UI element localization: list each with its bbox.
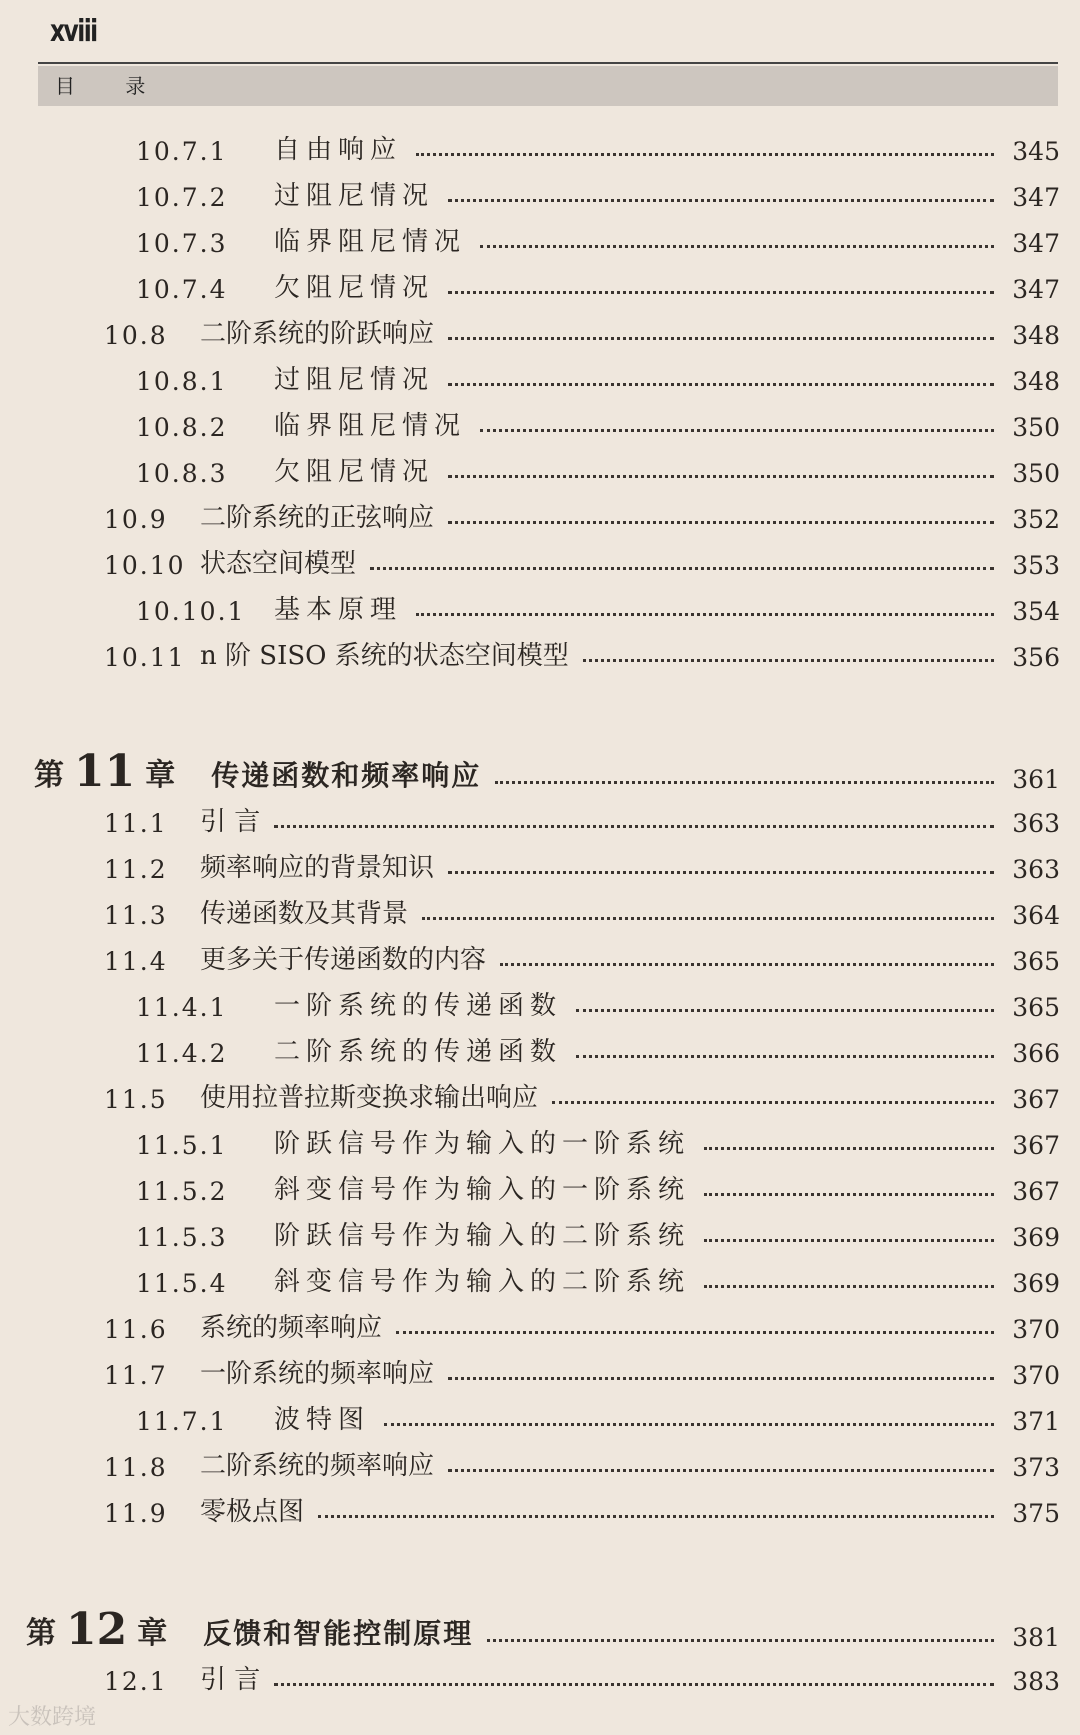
page-number: 347 — [1012, 229, 1060, 258]
entry-title: 二阶系统的频率响应 — [200, 1451, 435, 1481]
dot-leader — [448, 475, 994, 478]
page-number: 381 — [1012, 1623, 1060, 1652]
entry-title: 二阶系统的正弦响应 — [200, 503, 435, 533]
chapter-number: 11 — [74, 746, 136, 797]
entry-number: 11.5.1 — [136, 1131, 228, 1160]
entry-number: 11.1 — [104, 809, 168, 838]
chapter-prefix: 第 — [34, 758, 64, 793]
page-number: 347 — [1012, 275, 1060, 304]
dot-leader — [487, 1639, 994, 1642]
page-number: 350 — [1012, 413, 1060, 442]
toc-entry[interactable] — [136, 1208, 1060, 1252]
dot-leader — [448, 1469, 994, 1472]
page-number: 345 — [1012, 137, 1060, 166]
entry-number: 10.8 — [104, 321, 168, 350]
entry-number: 11.5.2 — [136, 1177, 228, 1206]
dot-leader — [576, 1009, 994, 1012]
dot-leader — [422, 917, 994, 920]
toc-chapter-entry[interactable] — [34, 740, 1060, 797]
page-number: 373 — [1012, 1453, 1060, 1482]
toc-entry[interactable] — [136, 214, 1060, 258]
dot-leader — [480, 245, 994, 248]
entry-title: 斜变信号作为输入的二阶系统 — [274, 1267, 691, 1297]
dot-leader — [448, 1377, 994, 1380]
toc-entry[interactable] — [136, 352, 1060, 396]
dot-leader — [583, 659, 994, 662]
entry-number: 11.4 — [104, 947, 168, 976]
page-number: 364 — [1012, 901, 1060, 930]
page-number: 365 — [1012, 993, 1060, 1022]
dot-leader — [318, 1515, 994, 1518]
toc-entry[interactable] — [104, 536, 1060, 580]
entry-number: 10.7.1 — [136, 137, 228, 166]
page-number: 383 — [1012, 1667, 1060, 1696]
chapter-title: 传递函数和频率响应 — [211, 759, 482, 792]
entry-number: 11.2 — [104, 855, 168, 884]
chapter-title: 反馈和智能控制原理 — [203, 1617, 474, 1650]
entry-title: 一阶系统的频率响应 — [200, 1359, 435, 1389]
toc-entry[interactable] — [136, 260, 1060, 304]
entry-title: 引 言 — [200, 1665, 261, 1695]
toc-chapter-entry[interactable] — [26, 1598, 1060, 1655]
dot-leader — [704, 1285, 994, 1288]
page-number: 350 — [1012, 459, 1060, 488]
page-number: 370 — [1012, 1361, 1060, 1390]
entry-title: 二阶系统的传递函数 — [274, 1037, 563, 1067]
toc-entry[interactable] — [104, 1652, 1060, 1696]
toc-entry[interactable] — [136, 1024, 1060, 1068]
toc-entry[interactable] — [104, 840, 1060, 884]
chapter-suffix: 章 — [137, 1616, 168, 1651]
chapter-prefix: 第 — [26, 1616, 56, 1651]
toc-entry[interactable] — [104, 886, 1060, 930]
entry-number: 10.9 — [104, 505, 168, 534]
page-number: 356 — [1012, 643, 1060, 672]
entry-number: 11.4.1 — [136, 993, 228, 1022]
toc-entry[interactable] — [136, 168, 1060, 212]
entry-title: 波特图 — [274, 1405, 371, 1435]
entry-number: 11.9 — [104, 1499, 168, 1528]
page-number: 354 — [1012, 597, 1060, 626]
dot-leader — [384, 1423, 994, 1426]
dot-leader — [704, 1193, 994, 1196]
entry-title: 基本原理 — [274, 595, 403, 625]
entry-number: 11.4.2 — [136, 1039, 228, 1068]
toc-entry[interactable] — [136, 1254, 1060, 1298]
dot-leader — [500, 963, 994, 966]
toc-entry[interactable] — [104, 1438, 1060, 1482]
entry-number: 10.7.4 — [136, 275, 228, 304]
entry-number: 11.5 — [104, 1085, 168, 1114]
toc-entry[interactable] — [136, 978, 1060, 1022]
dot-leader — [416, 153, 994, 156]
toc-entry[interactable] — [104, 1070, 1060, 1114]
entry-title: 状态空间模型 — [200, 549, 357, 579]
dot-leader — [448, 521, 994, 524]
page-number: 348 — [1012, 321, 1060, 350]
dot-leader — [274, 825, 994, 828]
entry-title: 传递函数及其背景 — [200, 899, 409, 929]
entry-number: 10.7.2 — [136, 183, 228, 212]
entry-title: 临界阻尼情况 — [274, 227, 467, 257]
entry-number: 11.3 — [104, 901, 168, 930]
entry-title: 零极点图 — [200, 1497, 305, 1527]
toc-entry[interactable] — [104, 1484, 1060, 1528]
page-number: 363 — [1012, 855, 1060, 884]
page-number: 365 — [1012, 947, 1060, 976]
entry-title: 阶跃信号作为输入的二阶系统 — [274, 1221, 691, 1251]
entry-number: 10.10.1 — [136, 597, 246, 626]
page-number: 369 — [1012, 1269, 1060, 1298]
dot-leader — [370, 567, 994, 570]
dot-leader — [416, 613, 994, 616]
toc-entry[interactable] — [104, 306, 1060, 350]
page-number: 348 — [1012, 367, 1060, 396]
dot-leader — [448, 291, 994, 294]
section-label: 目 录 — [55, 74, 168, 98]
page-number: 369 — [1012, 1223, 1060, 1252]
dot-leader — [448, 337, 994, 340]
toc-entry[interactable] — [136, 582, 1060, 626]
toc-entry[interactable] — [104, 490, 1060, 534]
entry-number: 10.7.3 — [136, 229, 228, 258]
entry-number: 10.11 — [104, 643, 186, 672]
entry-number: 10.8.3 — [136, 459, 228, 488]
page-number: 371 — [1012, 1407, 1060, 1436]
page-number: 361 — [1012, 765, 1060, 794]
page-number: 363 — [1012, 809, 1060, 838]
entry-title: 阶跃信号作为输入的一阶系统 — [274, 1129, 691, 1159]
entry-title: 临界阻尼情况 — [274, 411, 467, 441]
toc-entry[interactable] — [104, 1300, 1060, 1344]
entry-number: 11.7 — [104, 1361, 168, 1390]
page-number: 366 — [1012, 1039, 1060, 1068]
page-number: 353 — [1012, 551, 1060, 580]
entry-title: 过阻尼情况 — [274, 181, 435, 211]
chapter-number: 12 — [66, 1604, 128, 1655]
watermark: 大数跨境 — [8, 1705, 97, 1730]
dot-leader — [704, 1147, 994, 1150]
page-number: 347 — [1012, 183, 1060, 212]
page-number: 367 — [1012, 1085, 1060, 1114]
dot-leader — [448, 383, 994, 386]
dot-leader — [396, 1331, 994, 1334]
entry-number: 10.8.2 — [136, 413, 228, 442]
dot-leader — [274, 1683, 994, 1686]
toc-entry[interactable] — [104, 628, 1060, 672]
entry-number: 11.8 — [104, 1453, 168, 1482]
entry-title: 一阶系统的传递函数 — [274, 991, 563, 1021]
dot-leader — [495, 781, 994, 784]
toc-entry[interactable] — [136, 122, 1060, 166]
toc-entry[interactable] — [136, 1392, 1060, 1436]
entry-title: 斜变信号作为输入的一阶系统 — [274, 1175, 691, 1205]
entry-title: 使用拉普拉斯变换求输出响应 — [200, 1083, 539, 1113]
toc-entry[interactable] — [104, 932, 1060, 976]
toc-entry[interactable] — [136, 1162, 1060, 1206]
entry-number: 10.8.1 — [136, 367, 228, 396]
entry-number: 11.6 — [104, 1315, 168, 1344]
dot-leader — [480, 429, 994, 432]
toc-entry[interactable] — [104, 794, 1060, 838]
page-number: 367 — [1012, 1131, 1060, 1160]
entry-number: 12.1 — [104, 1667, 168, 1696]
entry-title: 更多关于传递函数的内容 — [200, 945, 487, 975]
entry-title: 频率响应的背景知识 — [200, 853, 435, 883]
dot-leader — [576, 1055, 994, 1058]
entry-title: 自由响应 — [274, 135, 403, 165]
toc-entry[interactable] — [104, 1346, 1060, 1390]
entry-title: 过阻尼情况 — [274, 365, 435, 395]
entry-number: 10.10 — [104, 551, 186, 580]
entry-title: 二阶系统的阶跃响应 — [200, 319, 435, 349]
entry-number: 11.5.3 — [136, 1223, 228, 1252]
dot-leader — [448, 871, 994, 874]
chapter-suffix: 章 — [145, 758, 176, 793]
page-number-roman: xviii — [50, 14, 97, 49]
toc-entry[interactable] — [136, 398, 1060, 442]
dot-leader — [704, 1239, 994, 1242]
page-number: 370 — [1012, 1315, 1060, 1344]
page-number: 375 — [1012, 1499, 1060, 1528]
toc-entry[interactable] — [136, 444, 1060, 488]
entry-number: 11.5.4 — [136, 1269, 228, 1298]
entry-number: 11.7.1 — [136, 1407, 228, 1436]
toc-entry[interactable] — [136, 1116, 1060, 1160]
page-number: 367 — [1012, 1177, 1060, 1206]
entry-title: 系统的频率响应 — [200, 1313, 383, 1343]
entry-title: 欠阻尼情况 — [274, 457, 435, 487]
dot-leader — [552, 1101, 994, 1104]
dot-leader — [448, 199, 994, 202]
entry-title: 引 言 — [200, 807, 261, 837]
entry-title: n 阶 SISO 系统的状态空间模型 — [200, 641, 569, 671]
page-number: 352 — [1012, 505, 1060, 534]
entry-title: 欠阻尼情况 — [274, 273, 435, 303]
